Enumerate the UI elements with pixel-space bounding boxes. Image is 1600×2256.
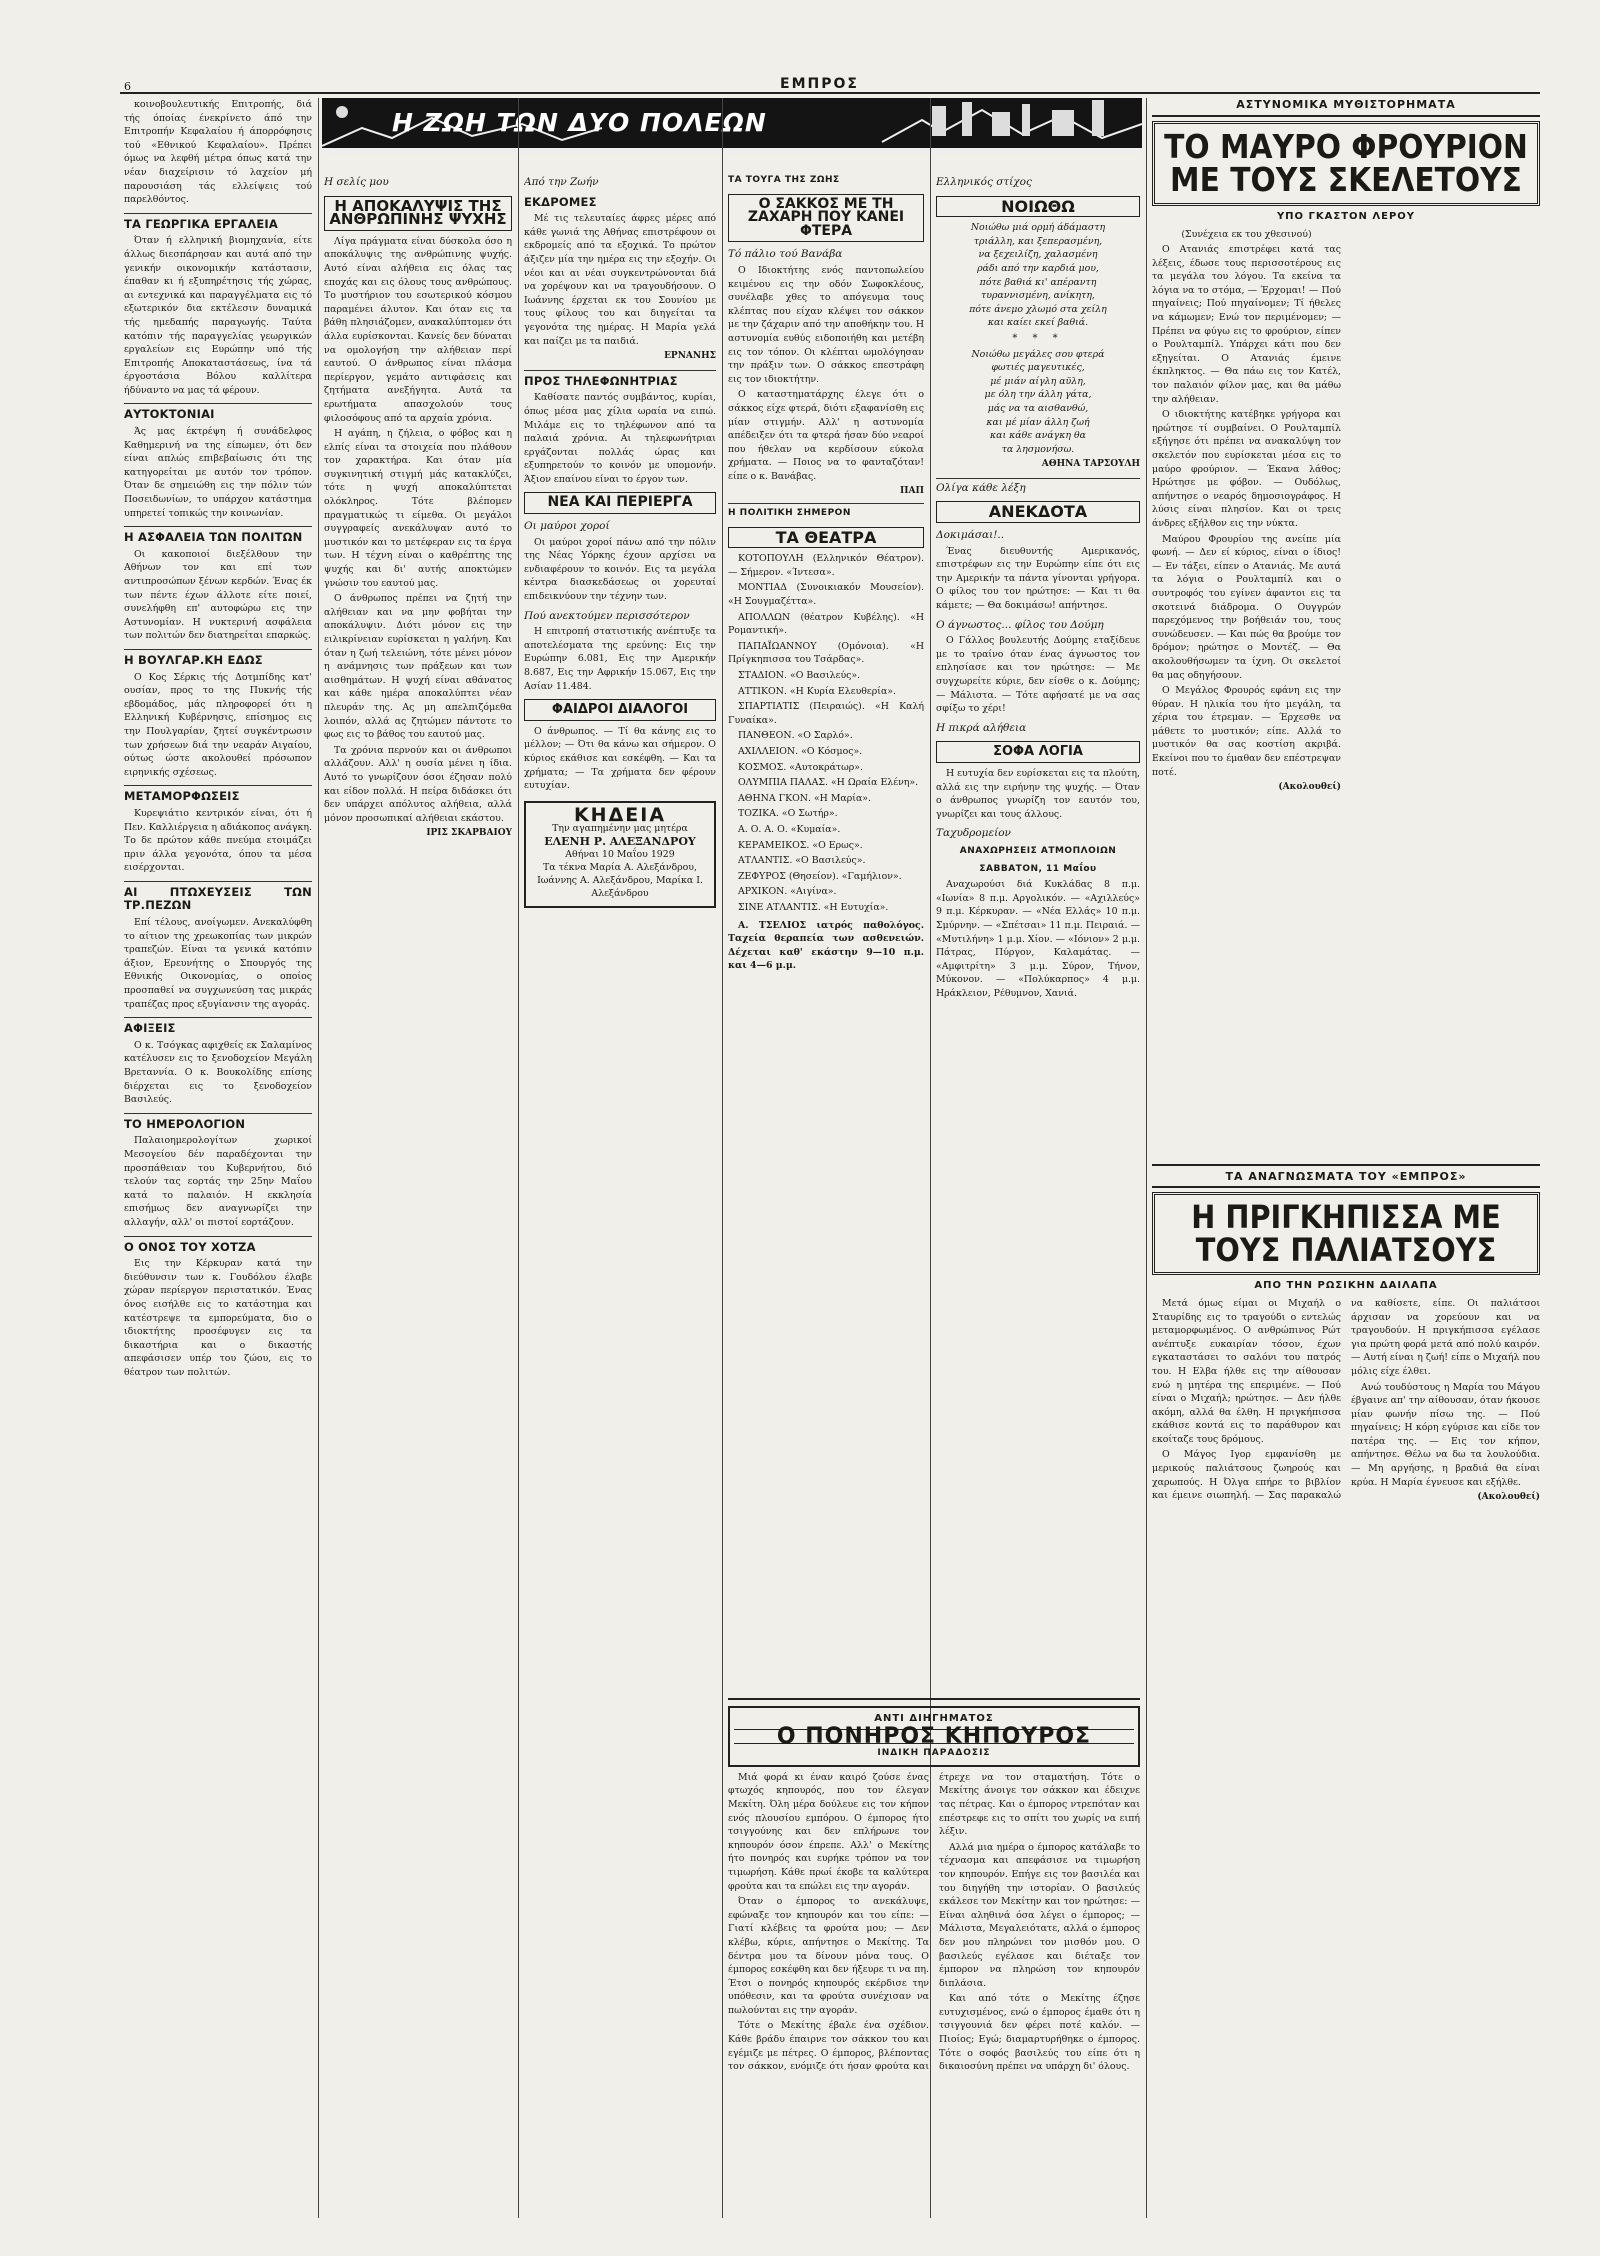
col3-s3-title: ΝΕΑ ΚΑΙ ΠΕΡΙΕΡΓΑ	[524, 492, 716, 514]
col5-s5-kicker: Ταχυδρομείον	[936, 827, 1011, 840]
paper-name: ΕΜΠΡΟΣ	[780, 76, 859, 92]
bottom-story-body: Μιά φορά κι έναν καιρό ζούσε ένας φτωχός κηπουρός, που τον έλεγαν Μεκίτη. Όλη μέρα δούλευε εις τον κήπον ενός πλουσίου εμπόρου. Ο έμπορος ήτο τσιγγούνης και δεν επλήρωνε τον κηπουρόν όσον έπρεπε. Αλλ' ο Μεκίτης ήτο πονηρός και ευρήκε τρόπον να τον τιμωρήση. Κάθε πρωί έκοβε τα καλύτερα φρούτα και τα επώλει εις την αγοράν.	[728, 1771, 929, 1892]
serial2-body2: Ο Μάγος Ιγορ εμφανίσθη με μερικούς παλιάτσους ζωηρούς και χαρωπούς. Η Όλγα επήρε το βιβλίον και έμεινε σιωπηλή. — Σας παρακαλώ να καθίσετε, είπε. Οι παλιάτσοι άρχισαν να χορεύουν και να τραγουδούν. Η πριγκήπισσα εγέλασε για πρώτη φορά μετά από πολύ καιρόν. — Αυτή είναι η ζωή! είπε ο Μιχαήλ που μόλις είχε έλθει.	[1152, 1297, 1540, 1502]
col5-s2-title: ΑΝΕΚΔΟΤΑ	[936, 501, 1140, 523]
col3-s4-body: Η επιτροπή στατιστικής ανέπτυξε τα αποτελέσματα της ερεύνης: Εις την Ευρώπην 6.081, Εις την Αμερικήν 8.687, Εις την Αφρικήν 15.067, Εις την Ασίαν 11.484.	[524, 626, 716, 692]
obituary-text: Την αγαπημένην μας μητέρα	[552, 822, 688, 834]
poem-line: μάς να τα αισθανθώ,	[987, 402, 1089, 414]
col1-s4-title: Η ΒΟΥΛΓΑΡ.ΚΗ ΕΔΩΣ	[124, 649, 312, 668]
col1-s7-body: Ο κ. Τσόγκας αφιχθείς εκ Σαλαμίνος κατέλυσεν εις το ξενοδοχείον Μεγάλη Βρεταννία. Ο κ. Βουκολίδης επίσης διέρχεται εις το ξενοδοχείον Βασιλεύς.	[124, 1039, 312, 1106]
poem-signature: ΑΘΗΝΑ ΤΑΡΣΟΥΛΗ	[1041, 459, 1140, 470]
theatre-listing: ΑΤΛΑΝΤΙΣ. «Ο Βασιλεύς».	[738, 855, 866, 867]
theatre-list	[728, 552, 924, 914]
bottom-story-title: Ο ΠΟΝΗΡΟΣ ΚΗΠΟΥΡΟΣ	[734, 1729, 1134, 1745]
page-number: 6	[124, 80, 131, 93]
theatre-listing: ΑΤΤΙΚΟΝ. «Η Κυρία Ελευθερία».	[738, 685, 897, 697]
poem-line: και κάθε ανάγκη θα	[990, 430, 1086, 442]
obituary-title: ΚΗΔΕΙΑ	[573, 803, 667, 826]
poem-line: τα λησμονήσω.	[1001, 443, 1075, 455]
theatre-listing: ΜΟΝΤΙΑΔ (Συνοικιακόν Μουσείον). «Η Σουγμαζέττα».	[728, 582, 924, 608]
serial-body4: Ο Μεγάλος Φρουρός εφάνη εις την θύραν. Η ηλικία του ήτο μεγάλη, τα χέρια του έτρεμαν. — Έρχεσθε να μάθετε το μυστικόν; είπε. Αλλά το μυστικόν θα σας κοστίση ακριβά. Εκείνοι που το έμαθαν δεν επέστρεψαν ποτέ.	[1152, 685, 1341, 778]
col3-s2-body: Καθίσατε παντός συμβάντος, κυρίαι, όπως μέσα μας χίλια ωραία να ειπώ. Μιλάμε εις το τηλέφωνον από τα παλαιά χρόνια. Αι τηλεφωνήτριαι εργάζονται πολλάς ώρας και εξυπηρετούν το κοινόν με υπομονήν. Άξιον επαίνου είναι το έργον των.	[524, 392, 716, 485]
col5-kicker: Ελληνικός στίχος	[936, 176, 1032, 188]
serial-note: (Συνέχεια εκ του χθεσινού)	[1181, 228, 1312, 240]
col1-s3-title: Η ΑΣΦΑΛΕΙΑ ΤΩΝ ΠΟΛΙΤΩΝ	[124, 526, 312, 545]
poem-line: τυραννισμένη, ανίκητη,	[981, 290, 1095, 302]
col3-s3-kicker: Οι μαύροι χοροί	[524, 520, 610, 533]
col2-body3: Ο άνθρωπος πρέπει να ζητή την αλήθειαν και να μην φοβήται την αποκάλυψιν. Διότι μόνον εις την ειλικρίνειαν ευρίσκεται η γαλήνη. Και όταν η ζωή τελειώνη, τότε μένει μόνον η ανάμνησις των πράξεων και των αισθημάτων. Η ψυχή είναι αθάνατος και κάθε ημέρα αποκαλύπτει νέαν πλευράν της. Ας μη απελπιζόμεθα λοιπόν, αλλά ας ζητώμεν πάντοτε το φως εις το βάθος του εαυτού μας.	[324, 593, 512, 741]
theatre-listing: ΠΑΠΑΪΩΑΝΝΟΥ (Ομόνοια). «Η Πρίγκηπισσα του Τσάρδας».	[728, 640, 924, 666]
serial-body: Ο Ατανιάς επιστρέφει κατά τας λέξεις, έδωσε τους περισσοτέρους εις τα μεγάλα του λόγου. Τα εκείνα τα λόγια να το στόμα, — Έρχομαι! — Πού πηγαίνεις; Πού πηγαίνομεν; Τί ήθελες να κάμωμεν; Ενώ τον περιμένομεν; — Πρέπει να φύγω εις το φρούριον, είπεν ο Ρουλταμπίλ. Υπάρχει κάτι που δεν εξηγείται. Ο Ατανιάς έμεινε έκπληκτος. — Θα πάω εις τον Κατέλ, τον παλαιόν φίλον μας, και θα μάθω την αλήθειαν.	[1152, 244, 1341, 405]
col1-s7-title: ΑΦΙΞΕΙΣ	[124, 1017, 312, 1036]
masthead-rule	[120, 92, 1540, 94]
col4-s2-kicker: Η ΠΟΛΙΤΙΚΗ ΣΗΜΕΡΟΝ	[728, 503, 924, 521]
serial2-tag: ΤΑ ΑΝΑΓΝΩΣΜΑΤΑ ΤΟΥ «ΕΜΠΡΟΣ»	[1152, 1164, 1540, 1189]
bottom-story-body5: Και από τότε ο Μεκίτης έζησε ευτυχισμένος, ενώ ο έμπορος έμαθε ότι η τσιγγουνιά δεν φέρει ποτέ καλόν. — Πιοίος; Εγώ; διαμαρτυρήθηκε ο έμπορος. Τότε ο σοφός βασιλεύς του είπε ότι η δικαιοσύνη πρέπει να υπάρχη δι' όλους.	[939, 1993, 1140, 2073]
bottom-story-body3: Τότε ο Μεκίτης έβαλε ένα σχέδιον. Κάθε βράδυ έπαιρνε τον σάκκον του και εγέμιζε με πέτρες. Ο έμπορος, βλέποντας τον σάκκον, ενόμιζε ότι ήσαν φρούτα και έτρεχε να τον σταματήση. Τότε ο Μεκίτης άνοιγε τον σάκκον και έδειχνε τας πέτρας. Και ο έμπορος ντρεπόταν και επέστρεφε εις το σπίτι του χωρίς να ειπή λέξιν.	[728, 1771, 1140, 2073]
col5-s4-body: Η ευτυχία δεν ευρίσκεται εις τα πλούτη, αλλά εις την ειρήνην της ψυχής. — Όταν ο άνθρωπος γνωρίζη τον εαυτόν του, γνωρίζει και τους άλλους.	[936, 767, 1140, 820]
serial-continued: (Ακολουθεί)	[1278, 782, 1341, 793]
col2-title: Η ΑΠΟΚΑΛΥΨΙΣ ΤΗΣ ΑΝΘΡΩΠΙΝΗΣ ΨΥΧΗΣ	[324, 196, 512, 231]
obituary-box	[524, 801, 716, 908]
col1-s3-body: Οι κακοποιοί διεξέλθουν την Αθήνων τον και επί των αντιπροσώπων ξένων κερδών. Ένας έκ των πέντε έχων άλλοτε είτε ποιεί, συνελήφθη επ' αυτοφώρω εις την Αστυνομίαν. Η νυκτερινή ασφάλεια των πολιτών δεν διατηρείται επαρκώς.	[124, 548, 312, 642]
col3-kicker: Από την Ζωήν	[524, 176, 599, 188]
col3-s1-title: ΕΚΔΡΟΜΕΣ	[524, 194, 597, 209]
col5-s5-date: ΣΑΒΒΑΤΟΝ, 11 Μαΐου	[979, 863, 1097, 874]
obituary-family: Τα τέκνα Μαρία Α. Αλεξάνδρου, Ιωάννης Α. Αλεξάνδρου, Μαρίκα Ι. Αλεξάνδρου	[537, 861, 703, 899]
col4-body2: Ο καταστηματάρχης έλεγε ότι ο σάκκος είχε φτερά, διότι εξαφανίσθη εις μίαν στιγμήν. Αλλ' η αστυνομία απέδειξεν ότι τα φτερά ήσαν δύο νεαροί που ήθελαν να κερδίσουν εύκολα χρήματα. — Ποιος να το φανταζόταν! είπε ο κ. Βανάβας.	[728, 389, 924, 482]
obituary-name: ΕΛΕΝΗ Ρ. ΑΛΕΞΑΝΔΡΟΥ	[544, 834, 696, 848]
serial2-title: Η ΠΡΙΓΚΗΠΙΣΣΑ ΜΕ ΤΟΥΣ ΠΑΛΙΑΤΣΟΥΣ	[1152, 1192, 1540, 1275]
col1-s6-body: Επί τέλους, ανοίγωμεν. Ανεκαλύφθη το αίτιον της χρεωκοπίας των μικρών τραπεζών. Είναι τα γενικά κατόπιν άξιον, Ερευνήτης ο Σπουργός της Εθνικής Οικονομίας, ο οποίος προσπαθεί να συγχωνεύση τας μικράς τραπέζας προς εξυγίανσιν της αγοράς.	[124, 917, 312, 1010]
bottom-story-body2: Όταν ο έμπορος το ανεκάλυψε, εφώναξε τον κηπουρόν και του είπε: — Γιατί κλέβεις τα φρούτα μου; — Δεν κλέβω, κύριε, απήντησε ο Μεκίτης. Τα δέντρα μου τα δίνουν μόνα τους. Ο έμπορος εσκέφθη και δεν ήξευρε τι να πη. Έτσι ο πονηρός κηπουρός εκέρδισε την υπόθεσιν, και τα φρούτα συνέχισαν να πωλούνται εις την αγοράν.	[728, 1896, 929, 2016]
bottom-story	[728, 1706, 1140, 2218]
col3-s5-body: Ο άνθρωπος. — Τί θα κάνης εις το μέλλον; — Ότι θα κάνω και σήμερον. Ο κύριος εκάθισε και εσκέφθη. — Και τα χρήματα; — Τα χρήματα δεν φέρουν ευτυχίαν.	[524, 725, 716, 792]
theatre-listing: ΑΘΗΝΑ ΓΚΟΝ. «Η Μαρία».	[738, 792, 871, 804]
col5-s3-kicker: Ο άγνωστος... φίλος του Δούμη	[936, 618, 1104, 631]
col3-s1-body: Μέ τις τελευταίες άφρες μέρες από κάθε γωνιά της Αθήνας επιστρέφουν οι εκδρομείς από τα εξοχικά. Το πρώτον άξιζεν μία την ημέρα εις την εξοχήν. Οι νέοι και αι νέαι συγκεντρώνονται διά να χορέψουν και να τραγουδήσουν. Ο Ιωάννης έρχεται εκ του Σουνίου με τους φίλους του και διηγείται τα γεγονότα της ημέρας. Η Μαρία γελά και παίζει με τα παιδιά.	[524, 213, 716, 347]
poem-line: πότε άνεμο χλωμό στα χείλη	[969, 303, 1107, 315]
col1-s9-body: Εις την Κέρκυραν κατά την διεύθυνσιν των κ. Γουδόλου έλαβε χώραν περίεργον περιστατικόν. Ένας όνος εισήλθε εις το κατάστημα και κατέστρεψε τα εμπορεύματα, διο ο ιδιοκτήτης προσέφυγεν εις τα δικαστήρια και ο δικαστής απεφάσισεν υπέρ του ζώου, εις το θέατρον των πολιτών.	[124, 1258, 312, 1378]
poem-line: Νοιώθω μεγάλες σου φτερά	[971, 348, 1105, 360]
theatre-listing: Α. Ο. Α. Ο. «Κυμαία».	[738, 823, 841, 835]
col1-s9-title: Ο ΟΝΟΣ ΤΟΥ ΧΟΤΖΑ	[124, 1236, 312, 1255]
theatre-listing: ΣΤΑΔΙΟΝ. «Ο Βασιλεύς».	[738, 670, 861, 681]
poem-line: πότε βαθιά κι' απέραντη	[979, 276, 1097, 288]
col5-s2-body: Ένας διευθυντής Αμερικανός, επιστρέφων εις την Ευρώπην είπε ότι εις την Αμερικήν τα πάντα γίνονται γρήγορα. Ο φίλος του τον ηρώτησε: — Και τι θα κάμετε; — Θα δοκιμάσω! απήντησε.	[936, 545, 1140, 612]
col4-kicker: ΤΑ ΤΟΥΓΑ ΤΗΣ ΖΩΗΣ	[728, 175, 840, 185]
column-5: Ελληνικός στίχος ΝΟΙΩΘΩ Νοιώθω μιά ορμή άδάμαστη τριάλλη, και ξεπερασμένη, να ξεχειλίζη, χαλασμένη ράδι από την καρδιά μου, πότε βαθιά κι' απέραντη τυραννισμένη, ανίκητη, πότε άνεμο χλωμό στα χείλη και καίει εκεί βαθιά. * * * Νοιώθω μεγάλες σου φτερά φωτιές μαγευτικές, μέ μιάν αίγλη αϋλη, με όλη την άλλη γάτα, μάς να τα αισθανθώ, και μέ μίαν άλλη ζωή και κάθε ανάγκη θα τα λησμονήσω. ΑΘΗΝΑ ΤΑΡΣΟΥΛΗ Ολίγα κάθε λέξη ΑΝΕΚΔΟΤΑ Δοκιμάσαι!.. Ένας διευθυντής Αμερικανός, επιστρέφων εις την Ευρώπην είπε ότι εις την Αμερικήν τα πάντα γίνονται γρήγορα. Ο φίλος του τον ηρώτησε: — Και τι θα κάμετε; — Θα δοκιμάσω! απήντησε. Ο άγνωστος... φίλος του Δούμη Ο Γάλλος βουλευτής Δούμης εταξίδευε με το τραίνο όταν ένας άγνωστος τον επλησίασε και τον ηρώτησε: — Με συγχωρείτε κύριε, δεν είσθε ο κ. Δούμης; — Μάλιστα. — Τότε αφήσατέ με να σας σφίξω το χέρι! Η πικρά αλήθεια ΣΟΦΑ ΛΟΓΙΑ Η ευτυχία δεν ευρίσκεται εις τα πλούτη, αλλά εις την ειρήνην της ψυχής. — Όταν ο άνθρωπος γνωρίζη τον εαυτόν του, γνωρίζει και τους άλλους. Ταχυδρομείον ΑΝΑΧΩΡΗΣΕΙΣ ΑΤΜΟΠΛΟΙΩΝ ΣΑΒΒΑΤΟΝ, 11 Μαΐου Αναχωρούσι διά Κυκλάδας 8 π.μ. «Ιωνία» 8 π.μ. Αργολικόν. — «Αχιλλεύς» 9 π.μ. Κέρκυραν. — «Νέα Ελλάς» 10 π.μ. Σμύρνην. — «Σπέτσαι» 11 π.μ. Πειραιά. — «Μυτιλήνη» 1 μ.μ. Χίον. — «Ιόνιον» 2 μ.μ. Πάτρας, Πύργον, Καλαμάτας. — «Αμφιτρίτη» 3 μ.μ. Σύρον, Τήνον, Μύκονον. — «Πολύκαρπος» 4 μ.μ. Ηράκλειον, Ρέθυμνον, Χανιά.	[936, 176, 1140, 999]
theatre-listing: ΟΛΥΜΠΙΑ ΠΑΛΑΣ. «Η Ωραία Ελένη».	[738, 777, 919, 789]
poem-line: μέ μιάν αίγλη αϋλη,	[990, 375, 1086, 387]
col3-s2-title: ΠΡΟΣ ΤΗΛΕΦΩΝΗΤΡΙΑΣ	[524, 370, 716, 389]
poem-line: ράδι από την καρδιά μου,	[977, 262, 1099, 274]
serial-tag: ΑΣΤΥΝΟΜΙΚΑ ΜΥΘΙΣΤΟΡΗΜΑΤΑ	[1152, 98, 1540, 117]
poem-line: και μέ μίαν άλλη ζωή	[986, 416, 1090, 428]
bottom-story-tag: ΑΝΤΙ ΔΙΗΓΗΜΑΤΟΣ	[874, 1713, 994, 1724]
theatre-listing: ΚΟΤΟΠΟΥΛΗ (Ελληνικόν Θέατρον). — Σήμερον. «Ίντεσα».	[728, 553, 924, 578]
col1-s2-body: Άς μας έκτρέψη ή συνάδελφος Καθημερινή να της είπωμεν, ότι δεν είναι απλώς επιβεβαίωσις ότι της κατηγορείται με αυτόν τον τρόπον. Όταν δε σημειώθη εις την πόλιν τών Ποσειδωνίων, το υπάρχον κατάστημα υπηρετεί τοπικώς την κοινωνίαν.	[124, 426, 312, 519]
col5-s4-kicker: Η πικρά αλήθεια	[936, 721, 1027, 734]
col1-s1-body: Όταν ή ελληνική βιομηχανία, είτε άλλως διεσπάρησαν και αυτά από την γενικήν οικονομικήν κατάστασιν, έπαθαν κι ή εξυπηρέτησις τής χώρας, αι εντεχνικά και παραγγέλματα εις τό εξωτερικόν δια εκτέλεσιν δυναμικά τής ημεδαπής παραγωγής. Ταύτα κατόπιν τής παραγγελίας γεωργικών εργαλείων εις Ευρώπην υπό τής Επιτροπής Αποκαταστάσεως, ίνα τά έργοστάσια Βόλου καλλίτερα ήδύναντο να μας τά φέρουν.	[124, 235, 312, 396]
theatre-listing: ΑΡΧΙΚΟΝ. «Αιγίνα».	[738, 886, 837, 898]
col3-s4-title: Πού ανεκτούμεν περισσότερον	[524, 609, 690, 622]
banner-title: Η ΖΩΗ ΤΩΝ ΔΥΟ ΠΟΛΕΩΝ	[392, 108, 767, 137]
theatre-listing: ΣΠΑΡΤΙΑΤΙΣ (Πειραιώς). «Η Καλή Γυναίκα».	[728, 701, 924, 726]
col1-intro: κοινοβουλευτικής Επιτροπής, διά τής όποίας ένεκρίνετο άπό την Επιτροπήν Κεφαλαίου ή άπορρόφησις τού «Εθνικού Κεφαλαίου». Πρέπει όμως να λεφθή μέτρα όπως κατά την νέαν διαχείρισιν τό λαχείον μή παρουσιάση τάς ελλείψεις τού παρελθόντος.	[124, 99, 312, 206]
col1-s2-title: ΑΥΤΟΚΤΟΝΙΑΙ	[124, 403, 312, 422]
poem-line: και καίει εκεί βαθιά.	[987, 317, 1089, 329]
col4-title: Ο ΣΑΚΚΟΣ ΜΕ ΤΗ ΖΑΧΑΡΗ ΠΟΥ ΚΑΝΕΙ ΦΤΕΡΑ	[728, 194, 924, 243]
col5-s4-title: ΣΟΦΑ ΛΟΓΙΑ	[936, 741, 1140, 763]
col2-kicker: Η σελίς μου	[324, 176, 389, 188]
theatre-listing: ΣΙΝΕ ΑΤΛΑΝΤΙΣ. «Η Ευτυχία».	[738, 901, 889, 913]
col1-s6-title: ΑΙ ΠΤΩΧΕΥΣΕΙΣ ΤΩΝ ΤΡ.ΠΕΖΩΝ	[124, 881, 312, 913]
col4-subkicker: Τό πάλιο τού Βανάβα	[728, 248, 843, 261]
col4-body: Ο Ιδιοκτήτης ενός παντοπωλείου κειμένου εις την οδόν Σωφοκλέους, συνέλαβε χθες το απόγευμα τους κλέπτας που είχαν κλέψει τον σάκκον με την ζάχαριν από την αποθήκην του. Η αστυνομία ευθύς ειδοποιήθη και μετέβη εις τον τόπον. Οι κλέπται ωμολόγησαν την πράξιν των. Ο σάκκος επεστράφη εις τον ιδιοκτήτην.	[728, 264, 924, 385]
col5-s3-body: Ο Γάλλος βουλευτής Δούμης εταξίδευε με το τραίνο όταν ένας άγνωστος τον επλησίασε και τον ηρώτησε: — Με συγχωρείτε κύριε, δεν είσθε ο κ. Δούμης; — Μάλιστα. — Τότε αφήσατέ με να σας σφίξω το χέρι!	[936, 635, 1140, 715]
col5-s5-body: Αναχωρούσι διά Κυκλάδας 8 π.μ. «Ιωνία» 8 π.μ. Αργολικόν. — «Αχιλλεύς» 9 π.μ. Κέρκυραν. — «Νέα Ελλάς» 10 π.μ. Σμύρνην. — «Σπέτσαι» 11 π.μ. Πειραιά. — «Μυτιλήνη» 1 μ.μ. Χίον. — «Ιόνιον» 2 μ.μ. Πάτρας, Πύργον, Καλαμάτας. — «Αμφιτρίτη» 3 μ.μ. Σύρον, Τήνον, Μύκονον. — «Πολύκαρπος» 4 μ.μ. Ηράκλειον, Ρέθυμνον, Χανιά.	[936, 879, 1140, 999]
serial2-body3: Ανώ τουδύστους η Μαρία του Μάγου έβγαινε απ' την αίθουσαν, όταν ήκουσε μίαν φωνήν πίσω της. — Πού πηγαίνεις; Η κόρη εγύρισε και είδε τον πατέρα της. — Εις τον κήπον, απήντησε. Θέλω να δω τα λουλούδια. — Μη αργήσης, η βραδιά θα είναι κρύα. Η Μαρία έγνευσε και εξήλθε.	[1351, 1381, 1540, 1488]
col1-s8-body: Παλαιοημερολογίτων χωρικοί Μεσογείου δέν παραδέχονται την προσπάθειαν του Κυβερνήτου, διό τελούν τας εορτάς την 25ην Μαΐου κατά το παλαιόν. Η εκκλησία επισήμως δεν αναγνωρίζει την αλλαγήν, αλλ' οι πιστοί εορτάζουν.	[124, 1135, 312, 1228]
poem-stanza-2	[936, 348, 1140, 457]
theatre-listing: ΤΟΖΙΚΑ. «Ο Σωτήρ».	[738, 808, 838, 820]
col3-s3-body: Οι μαύροι χοροί πάνω από την πόλιν της Νέας Υόρκης έχουν αρχίσει να ενδιαφέρουν το κοινόν. Εις τα μεγάλα κέντρα διασκεδάσεως οι χορευταί επιδεικνύουν την τέχνην των.	[524, 536, 716, 603]
serial2-body: Μετά όμως είμαι οι Μιχαήλ ο Σταυρίδης εις το τραγούδι ο εντελώς μεταμορφωμένος. Ο ανθρώπινος Ρώτ ανέπτυξε ευκαιρίαν τόσον, έχων εγκαταστάσει το σαλόνι του πατρός του. Η Ελβα ήλθε εις την αίθουσαν ενώ η μητέρα της επεριμένε. — Πού είναι ο Μιχαήλ; ηρώτησε. — Δεν ήλθε ακόμη, αλλά θα έλθη. Η πριγκήπισσα εκάθισε κοντά εις το παράθυρον και εκοίταζε τους δρόμους.	[1152, 1297, 1341, 1445]
serial-body2: Ο ιδιοκτήτης κατέβηκε γρήγορα και ηρώτησε τί συμβαίνει. Ο Ρουλταμπίλ εξήγησε ότι πρέπει να ανακαλύψη τον σκελετόν που ευρίσκεται μέσα εις το μαύρο φρούριον. — Έκανα λάθος; Ηρώτησε με φόβον. — Ουδόλως, απήντησε ο νεαρός δημοσιογράφος. Η λύσις είναι πλησίον. Και οι τρεις άνδρες εξήλθον εις την νύκτα.	[1152, 409, 1341, 529]
column-2	[324, 170, 512, 2218]
col5-title: ΝΟΙΩΘΩ	[936, 196, 1140, 218]
col5-s5-title: ΑΝΑΧΩΡΗΣΕΙΣ ΑΤΜΟΠΛΟΙΩΝ	[959, 845, 1117, 856]
poem-line: με όλη την άλλη γάτα,	[984, 389, 1092, 401]
col2-body4: Τα χρόνια περνούν και οι άνθρωποι αλλάζουν. Αλλ' η ουσία μένει η ίδια. Αυτό το γνωρίζουν όσοι έζησαν πολύ και είδον πολλά. Η πείρα διδάσκει ότι δεν υπάρχει απόλυτος αλήθεια, αλλά μόνον προσωπικαί αλήθειαι εκάστου.	[324, 744, 512, 824]
poem-stanza-1	[936, 221, 1140, 330]
col1-s5-title: ΜΕΤΑΜΟΡΦΩΣΕΙΣ	[124, 785, 312, 804]
serial2-from: ΑΠΟ ΤΗΝ ΡΩΣΙΚΗΝ ΔΑΙΛΑΠΑ	[1254, 1280, 1438, 1292]
col4-signature: ΠΑΠ	[900, 486, 924, 497]
col3-s5-title: ΦΑΙΔΡΟΙ ΔΙΑΛΟΓΟΙ	[524, 699, 716, 721]
col4-ad: Α. ΤΣΕΛΙΟΣ ιατρός παθολόγος. Ταχεία θεραπεία των ασθενειών. Δέχεται καθ' εκάστην 9—10 π.μ. και 4—6 μ.μ.	[728, 919, 924, 972]
serial2-continued: (Ακολουθεί)	[1477, 1492, 1540, 1503]
poem-line: Νοιώθω μιά ορμή άδάμαστη	[970, 222, 1106, 234]
col1-s4-body: Ο Κος Σέρκις τής Δοτμπίδης κατ' ουσίαν, προς το της Πυκνής τής εβδομάδος, μάς πληροφορεί ότι η Ελληνική Κυβέρνησις, επίσημος εις την Πουλγαρίαν, ζητεί συγκέντρωσιν των χρήσεων διά την νεαράν Αιγαίου, ούτως ώστε ακολουθεί πρόσωπον ειρηνικής σχέσεως.	[124, 671, 312, 778]
poem-line: να ξεχειλίζη, χαλασμένη	[978, 249, 1098, 261]
theatre-listing: ΚΕΡΑΜΕΙΚΟΣ. «Ο Ερως».	[738, 839, 863, 851]
poem-line: τριάλλη, και ξεπερασμένη,	[973, 235, 1103, 247]
col2-body2: Η αγάπη, η ζήλεια, ο φόβος και η ελπίς είναι τα στοιχεία που πλάθουν τον χαρακτήρα. Και όταν μία συγκινητική στιγμή μάς κατακλύζει, τότε η ψυχή αποκαλύπτεται ολόκληρος. Τότε βλέπομεν πραγματικώς τι είμεθα. Οι μεγάλοι συγγραφείς ανεκάλυψαν αυτό το μυστικόν και το μετέφεραν εις τα έργα των. Η τέχνη είναι ο καθρέπτης της ψυχής και δι' αυτής αποκτώμεν γνώσιν του εαυτού μας.	[324, 428, 512, 589]
column-6	[1152, 98, 1540, 2218]
theatre-listing: ΠΑΝΘΕΟΝ. «Ο Σαρλό».	[738, 730, 853, 742]
col1-s5-body: Κυρεψιάτιο κεντρικόν είναι, ότι ή Πεν. Καλλιέργεια η αδιάκοπος ανάγκη. Το δε πρώτον κάθε πνεύμα ετοιμάζει πριν άλλα γεγονότα, όπου τα μέσα εισέρχονται.	[124, 807, 312, 874]
col5-s2-kicker: Ολίγα κάθε λέξη	[936, 478, 1140, 496]
col1-s8-title: ΤΟ ΗΜΕΡΟΛΟΓΙΟΝ	[124, 1113, 312, 1132]
bottom-story-body4: Αλλά μια ημέρα ο έμπορος κατάλαβε το τέχνασμα και απεφάσισε να τιμωρήση τον κηπουρόν. Επήγε εις τον βασιλέα και του διηγήθη την ιστορίαν. Ο βασιλεύς εκάλεσε τον Μεκίτην και τον ηρώτησε: — Είναι αληθινά όσα λέγει ο έμπορος; — Μάλιστα, Μεγαλειότατε, αλλά ο έμπορος δεν μου πληρώνει τον μισθόν μου. Ο βασιλεύς εγέλασε και διέταξε τον έμπορον να πληρώση τον κηπουρόν διπλάσια.	[939, 1841, 1140, 1989]
bottom-story-header	[728, 1706, 1140, 1767]
poem-line: φωτιές μαγευτικές,	[991, 362, 1085, 374]
serial-title: ΤΟ ΜΑΥΡΟ ΦΡΟΥΡΙΟΝ ΜΕ ΤΟΥΣ ΣΚΕΛΕΤΟΥΣ	[1152, 121, 1540, 206]
column-3	[524, 170, 716, 2218]
col2-signature: ΙΡΙΣ ΣΚΑΡΒΑΙΟΥ	[426, 828, 512, 839]
obituary-date: Αθήναι 10 Μαΐου 1929	[565, 848, 675, 860]
section-banner	[322, 98, 1142, 154]
column-1	[124, 98, 312, 2218]
serial-body3: Μαύρου Φρουρίου της ανείπε μία φωνή. — Δεν εί κύριος, είναι ο ίδιος! — Εν τάξει, είπεν ο Ατανιάς. Με αυτά τα λόγια ο Ρουλταμπίλ και ο συντροφός του εγίνεν άφαντοι εις τα σκοτεινά διάδρομα. Ο Ουγγρών παρεχόμενος την βοήθειάν του, τους συνώδευσεν. — Και πώς θα βρούμε τον δρόμον; ηρώτησε ο Μοντέζ. — Θα ακολουθήσωμεν τα ίχνη. Οι σκελετοί θα μας οδηγήσουν.	[1152, 533, 1341, 681]
column-4	[728, 170, 924, 1696]
theatre-listing: ΚΟΣΜΟΣ. «Αυτοκράτωρ».	[738, 761, 863, 773]
col3-s1-signature: ΕΡΝΑΝΗΣ	[664, 351, 716, 362]
theatre-listing: ΖΕΦΥΡΟΣ (Θησείον). «Γαμήλιον».	[738, 870, 902, 882]
col2-body: Λίγα πράγματα είναι δύσκολα όσο η αποκάλυψις της ανθρώπινης ψυχής. Αυτό είναι αλήθεια εις όλας τας εποχάς και εις όλους τους ανθρώπους. Το μυστήριον του εσωτερικού κόσμου παραμένει άλυτον. Και όταν εις τα βάθη πλησιάζομεν, ανακαλύπτομεν ότι άλλα ευρίσκονται. Κανείς δεν δύναται να ομολογήση την αλήθειαν περί εαυτού. Ο άνθρωπος είναι πλάσμα περίεργον, γεμάτο αντιφάσεις και ζητήματα ανεξήγητα. Αυτά τα ερωτήματα απασχολούν τους φιλοσόφους από τα αρχαία χρόνια.	[324, 235, 512, 424]
col1-s1-title: ΤΑ ΓΕΩΡΓΙΚΑ ΕΡΓΑΛΕΙΑ	[124, 213, 312, 232]
col4-s2-title: ΤΑ ΘΕΑΤΡΑ	[728, 527, 924, 549]
col5-s2-sub: Δοκιμάσαι!..	[936, 529, 1005, 542]
serial-author: ΥΠΟ ΓΚΑΣΤΟΝ ΛΕΡΟΥ	[1276, 210, 1416, 222]
theatre-listing: ΑΧΙΛΛΕΙΟΝ. «Ο Κόσμος».	[738, 745, 863, 757]
theatre-listing: ΑΠΟΛΛΩΝ (θέατρον Κυβέλης). «Η Ρομαντική».	[728, 611, 924, 637]
bottom-story-sub: ΙΝΔΙΚΗ ΠΑΡΑΔΟΣΙΣ	[877, 1748, 991, 1759]
